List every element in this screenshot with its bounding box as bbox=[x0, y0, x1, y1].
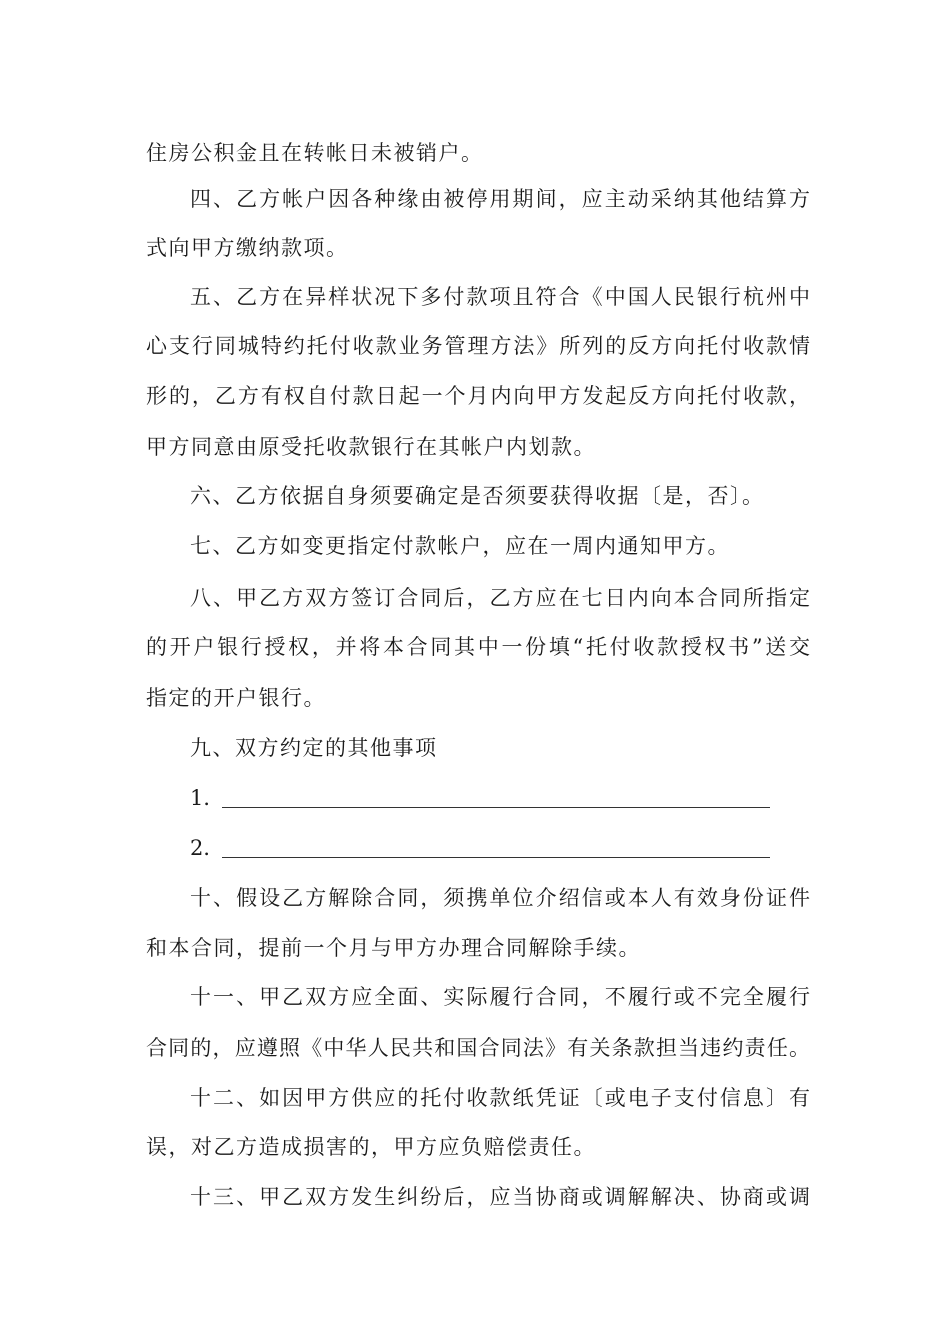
clause-thirteen: 十三、甲乙双方发生纠纷后，应当协商或调解解决、协商或调 bbox=[190, 1185, 810, 1209]
clause-seven: 七、乙方如变更指定付款帐户，应在一周内通知甲方。 bbox=[190, 534, 730, 558]
clause-twelve: 十二、如因甲方供应的托付收款纸凭证〔或电子支付信息〕有 bbox=[190, 1086, 810, 1110]
clause-eleven: 十一、甲乙双方应全面、实际履行合同，不履行或不完全履行 bbox=[190, 985, 810, 1009]
text-line: 甲方同意由原受托收款银行在其帐户内划款。 bbox=[146, 435, 596, 459]
blank-item-2 bbox=[190, 833, 225, 863]
clause-five: 五、乙方在异样状况下多付款项且符合《中国人民银行杭州中 bbox=[190, 285, 810, 309]
clause-ten: 十、假设乙方解除合同，须携单位介绍信或本人有效身份证件 bbox=[190, 886, 810, 910]
clause-nine: 九、双方约定的其他事项 bbox=[190, 736, 438, 760]
clause-four: 四、乙方帐户因各种缘由被停用期间，应主动采纳其他结算方 bbox=[190, 187, 810, 211]
text-line: 指定的开户银行。 bbox=[146, 686, 326, 710]
text-line: 合同的，应遵照《中华人民共和国合同法》有关条款担当违约责任。 bbox=[146, 1036, 810, 1060]
clause-eight: 八、甲乙方双方签订合同后，乙方应在七日内向本合同所指定 bbox=[190, 586, 810, 610]
text-line: 误，对乙方造成损害的，甲方应负赔偿责任。 bbox=[146, 1135, 596, 1159]
blank-item-number: 2． bbox=[190, 836, 225, 860]
clause-six: 六、乙方依据自身须要确定是否须要获得收据〔是，否〕。 bbox=[190, 484, 765, 508]
text-line: 住房公积金且在转帐日未被销户。 bbox=[146, 141, 484, 165]
blank-item-number: 1． bbox=[190, 786, 225, 810]
text-line: 和本合同，提前一个月与甲方办理合同解除手续。 bbox=[146, 936, 641, 960]
text-line: 的开户银行授权，并将本合同其中一份填“托付收款授权书”送交 bbox=[146, 635, 810, 659]
text-line: 式向甲方缴纳款项。 bbox=[146, 236, 349, 260]
fill-in-underline bbox=[222, 857, 770, 858]
text-line: 形的，乙方有权自付款日起一个月内向甲方发起反方向托付收款， bbox=[146, 384, 810, 408]
blank-item-1 bbox=[190, 783, 225, 813]
fill-in-underline bbox=[222, 807, 770, 808]
text-line: 心支行同城特约托付收款业务管理方法》所列的反方向托付收款情 bbox=[146, 334, 810, 358]
